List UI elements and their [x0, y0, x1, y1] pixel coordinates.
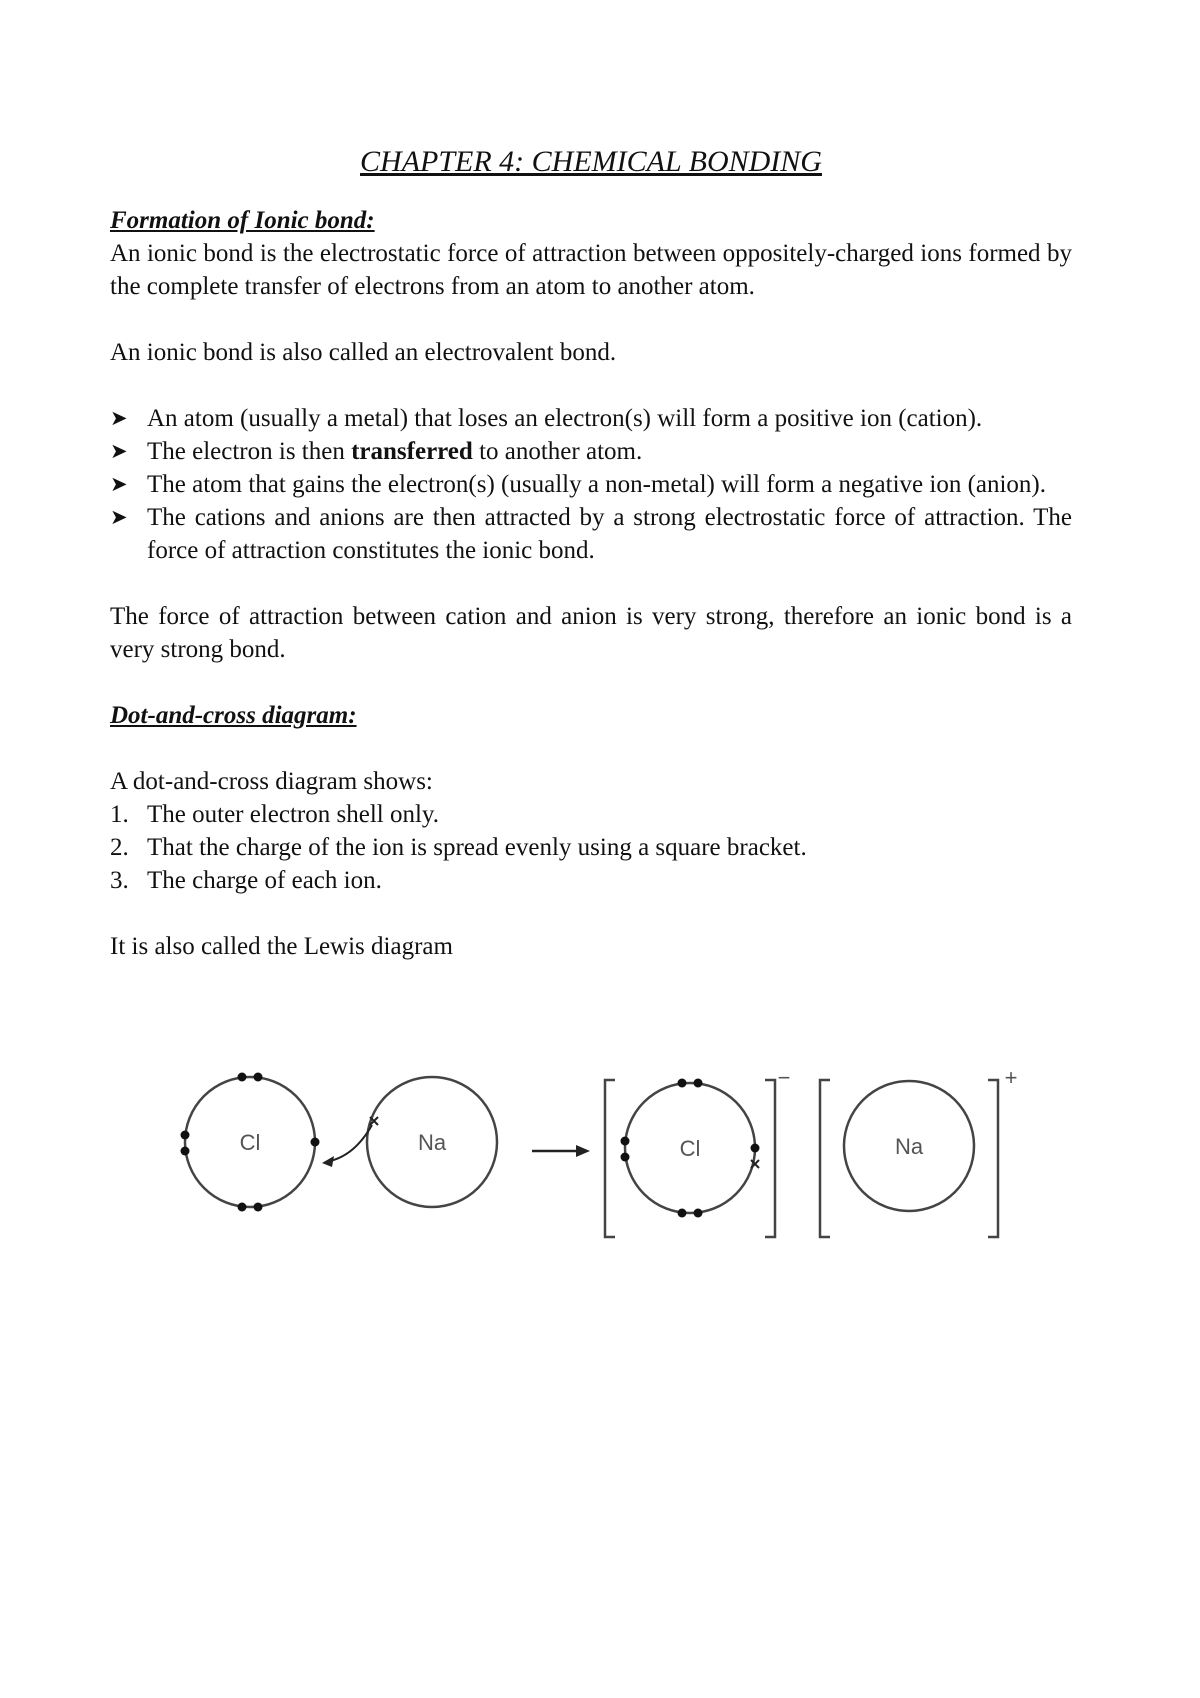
transfer-arrowhead: [322, 1156, 334, 1167]
sodium-atom: [367, 1077, 497, 1207]
lewis-diagram-svg: [160, 1065, 1060, 1260]
electron-dot: [181, 1147, 190, 1156]
arrow-bullet-icon: ➤: [110, 406, 128, 430]
right-bracket: [765, 1080, 775, 1237]
list-item: [110, 402, 1072, 435]
arrow-bullet-icon: ➤: [110, 505, 128, 529]
dot-and-cross-intro: A dot-and-cross diagram shows:: [110, 768, 433, 795]
electron-dot: [751, 1144, 760, 1153]
dot-and-cross-points-list: [110, 798, 1072, 897]
arrow-bullet-icon: ➤: [110, 439, 128, 463]
list-item-number: 1.: [110, 801, 129, 828]
spacer: [110, 369, 1072, 402]
electron-dot: [621, 1137, 630, 1146]
spacer: [110, 567, 1072, 600]
ionic-bond-definition: An ionic bond is the electrostatic force of attraction between oppositely-charged ions formed by the complete transfer of electrons from an atom to another atom.: [110, 240, 1072, 300]
sodium-symbol: Na: [417, 1130, 447, 1155]
transfer-curve: [330, 1125, 372, 1161]
list-item-text: That the charge of the ion is spread evenly using a square bracket.: [147, 834, 807, 861]
spacer: [110, 897, 1072, 930]
arrow-bullet-icon: ➤: [110, 472, 128, 496]
electron-dot: [694, 1079, 703, 1088]
left-bracket: [605, 1080, 615, 1237]
section-heading-dot-and-cross: Dot-and-cross diagram:: [110, 702, 357, 729]
left-bracket: [820, 1080, 830, 1237]
list-item-text-before: The electron is then: [147, 438, 352, 465]
list-item: [110, 798, 1072, 831]
sodium-ion-symbol: Na: [894, 1134, 924, 1159]
reaction-arrow: [532, 1145, 590, 1157]
spacer: [110, 303, 1072, 336]
lewis-diagram-note: It is also called the Lewis diagram: [110, 933, 453, 960]
electron-transfer-arrow: [322, 1125, 372, 1167]
page-title: CHAPTER 4: CHEMICAL BONDING: [360, 145, 822, 178]
chloride-symbol: Cl: [679, 1136, 701, 1161]
spacer: [110, 732, 1072, 765]
right-bracket: [988, 1080, 998, 1237]
electron-dot: [254, 1073, 263, 1082]
list-item-text: The charge of each ion.: [147, 867, 382, 894]
electron-dot: [181, 1131, 190, 1140]
electron-dot: [678, 1079, 687, 1088]
list-item: [110, 468, 1072, 501]
list-item-text-after: to another atom.: [472, 438, 643, 465]
electron-dot: [621, 1153, 630, 1162]
list-item-text: The cations and anions are then attracted by a strong electrostatic force of attraction. The force of attraction constitutes the ionic bond.: [147, 504, 1072, 564]
list-item: [110, 435, 1072, 468]
electrovalent-note: An ionic bond is also called an electrovalent bond.: [110, 339, 617, 366]
sodium-charge: +: [1004, 1065, 1018, 1090]
list-item-text: The outer electron shell only.: [147, 801, 440, 828]
spacer: [110, 666, 1072, 699]
electron-dot: [254, 1203, 263, 1212]
reaction-arrowhead: [576, 1145, 590, 1157]
document-body: [110, 142, 1072, 963]
list-item-number: 2.: [110, 834, 129, 861]
chlorine-atom: [181, 1073, 320, 1212]
electron-dot: [238, 1203, 247, 1212]
electron-dot: [311, 1138, 320, 1147]
list-item-text: An atom (usually a metal) that loses an electron(s) will form a positive ion (cation).: [147, 405, 983, 432]
list-item: [110, 864, 1072, 897]
electron-dot: [678, 1209, 687, 1218]
chloride-ion: [605, 1065, 790, 1237]
list-item-bold-term: transferred: [351, 438, 473, 465]
ionic-bond-steps-list: [110, 402, 1072, 567]
sodium-ion: [820, 1065, 1017, 1237]
electron-dot: [694, 1209, 703, 1218]
chlorine-symbol: Cl: [239, 1130, 261, 1155]
electron-dot: [238, 1073, 247, 1082]
list-item-text: The atom that gains the electron(s) (usually a non-metal) will form a negative ion (anion).: [147, 471, 1047, 498]
list-item: [110, 831, 1072, 864]
section-heading-ionic-bond: Formation of Ionic bond:: [110, 207, 375, 234]
ionic-bond-conclusion: The force of attraction between cation and anion is very strong, therefore an ionic bond is a very strong bond.: [110, 603, 1072, 663]
list-item: [110, 501, 1072, 567]
chloride-charge: −: [777, 1065, 791, 1090]
lewis-dot-cross-diagram: [160, 1065, 1060, 1260]
list-item-number: 3.: [110, 867, 129, 894]
